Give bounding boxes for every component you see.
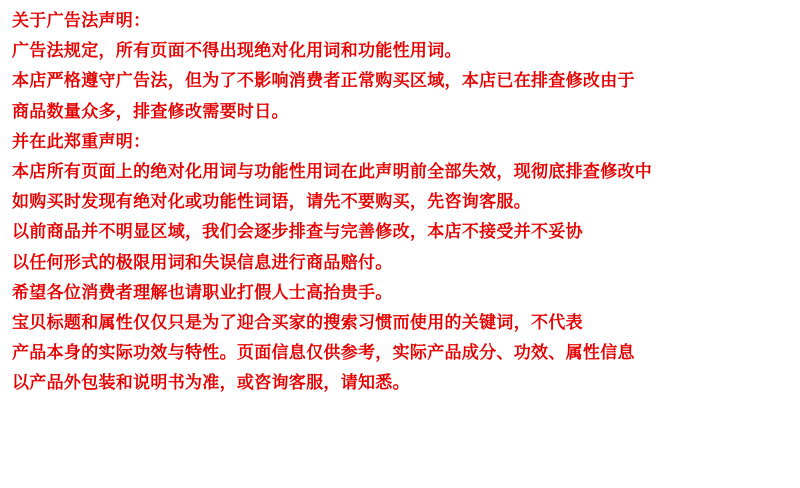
notice-line: 以产品外包装和说明书为准，或咨询客服，请知悉。 [12, 373, 410, 394]
notice-subheading: 并在此郑重声明： [12, 131, 151, 152]
notice-line: 以任何形式的极限用词和失误信息进行商品赔付。 [12, 252, 393, 273]
notice-line: 本店严格遵守广告法，但为了不影响消费者正常购买区域，本店已在排查修改由于 [12, 71, 635, 92]
notice-line: 如购买时发现有绝对化或功能性词语，请先不要购买，先咨询客服。 [12, 192, 531, 213]
notice-line: 希望各位消费者理解也请职业打假人士高抬贵手。 [12, 282, 393, 303]
notice-line: 本店所有页面上的绝对化用词与功能性用词在此声明前全部失效，现彻底排查修改中 [12, 162, 653, 183]
notice-line: 商品数量众多，排查修改需要时日。 [12, 101, 289, 122]
notice-heading: 关于广告法声明： [12, 11, 151, 31]
notice-line: 产品本身的实际功效与特性。页面信息仅供参考，实际产品成分、功效、属性信息 [12, 343, 635, 364]
notice-line: 广告法规定，所有页面不得出现绝对化用词和功能性用词。 [12, 41, 462, 62]
notice-line: 以前商品并不明显区域，我们会逐步排查与完善修改，本店不接受并不妥协 [12, 222, 583, 243]
notice-line: 宝贝标题和属性仅仅只是为了迎合买家的搜索习惯而使用的关键词，不代表 [12, 313, 583, 334]
